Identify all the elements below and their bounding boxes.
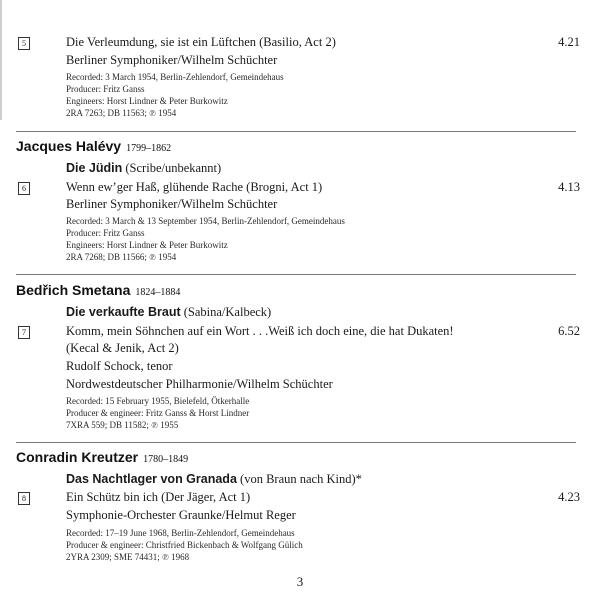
opera-librettists: (von Braun nach Kind)* bbox=[236, 472, 362, 486]
section-divider bbox=[16, 131, 576, 132]
credit-producer: Producer & engineer: Fritz Ganss & Horst Lindner bbox=[66, 408, 250, 418]
track-number-box: 6 bbox=[18, 182, 30, 195]
section-divider bbox=[16, 442, 576, 443]
credit-engineers: Engineers: Horst Lindner & Peter Burkowitz bbox=[66, 240, 228, 250]
credit-producer: Producer & engineer: Christfried Bickenbach & Wolfgang Gülich bbox=[66, 540, 303, 550]
credit-recorded: Recorded: 3 March & 13 September 1954, Berlin-Zehlendorf, Gemeindehaus bbox=[66, 216, 345, 226]
composer-heading bbox=[16, 137, 171, 158]
track-number-box: 5 bbox=[18, 37, 30, 50]
track-title: Die Verleumdung, sie ist ein Lüftchen (Basilio, Act 2) bbox=[66, 35, 336, 49]
track-number-box: 7 bbox=[18, 326, 30, 339]
track-title-continued: (Kecal & Jenik, Act 2) bbox=[66, 341, 179, 355]
track-duration: 4.13 bbox=[558, 180, 580, 194]
credit-recorded: Recorded: 3 March 1954, Berlin-Zehlendorf, Gemeindehaus bbox=[66, 72, 284, 82]
credit-catalogue: 2RA 7263; DB 11563; ℗ 1954 bbox=[66, 108, 177, 118]
credit-recorded: Recorded: 17–19 June 1968, Berlin-Zehlendorf, Gemeindehaus bbox=[66, 528, 295, 538]
credit-engineers: Engineers: Horst Lindner & Peter Burkowitz bbox=[66, 96, 228, 106]
opera-title: Die verkaufte Braut bbox=[66, 305, 181, 319]
opera-title: Das Nachtlager von Granada bbox=[66, 472, 237, 486]
composer-name: Bedřich Smetana bbox=[16, 282, 131, 298]
composer-dates: 1780–1849 bbox=[143, 454, 189, 465]
performers-soloist: Rudolf Schock, tenor bbox=[66, 359, 173, 373]
track-duration: 4.21 bbox=[558, 35, 580, 49]
performers: Symphonie-Orchester Graunke/Helmut Reger bbox=[66, 508, 296, 522]
section-divider bbox=[16, 274, 576, 275]
credit-producer: Producer: Fritz Ganss bbox=[66, 84, 145, 94]
opera-heading bbox=[66, 471, 362, 487]
performers: Nordwestdeutscher Philharmonie/Wilhelm Schüchter bbox=[66, 377, 333, 391]
composer-heading bbox=[16, 448, 188, 469]
opera-librettists: (Sabina/Kalbeck) bbox=[180, 305, 272, 319]
credit-producer: Producer: Fritz Ganss bbox=[66, 228, 145, 238]
composer-dates: 1824–1884 bbox=[135, 287, 181, 298]
opera-heading bbox=[66, 160, 221, 176]
credit-catalogue: 7XRA 559; DB 11582; ℗ 1955 bbox=[66, 420, 179, 430]
performers: Berliner Symphoniker/Wilhelm Schüchter bbox=[66, 197, 278, 211]
page-edge-shadow bbox=[0, 0, 2, 120]
performers: Berliner Symphoniker/Wilhelm Schüchter bbox=[66, 53, 278, 67]
track-number-box: 8 bbox=[18, 492, 30, 505]
page-number: 3 bbox=[296, 574, 304, 589]
composer-heading bbox=[16, 281, 180, 302]
credit-catalogue: 2RA 7268; DB 11566; ℗ 1954 bbox=[66, 252, 177, 262]
credit-recorded: Recorded: 15 February 1955, Bielefeld, Ötkerhalle bbox=[66, 396, 250, 406]
track-title: Ein Schütz bin ich (Der Jäger, Act 1) bbox=[66, 490, 251, 504]
composer-dates: 1799–1862 bbox=[126, 143, 172, 154]
opera-title: Die Jüdin bbox=[66, 161, 123, 175]
track-duration: 6.52 bbox=[558, 324, 580, 338]
track-duration: 4.23 bbox=[558, 490, 580, 504]
track-title: Wenn ew’ger Haß, glühende Rache (Brogni, Act 1) bbox=[66, 180, 323, 194]
composer-name: Conradin Kreutzer bbox=[16, 449, 139, 465]
credit-catalogue: 2YRA 2309; SME 74431; ℗ 1968 bbox=[66, 552, 190, 562]
composer-name: Jacques Halévy bbox=[16, 138, 122, 154]
track-title: Komm, mein Söhnchen auf ein Wort . . .Weiß ich doch eine, die hat Dukaten! bbox=[66, 324, 454, 338]
opera-librettists: (Scribe/unbekannt) bbox=[122, 161, 222, 175]
opera-heading bbox=[66, 304, 271, 320]
